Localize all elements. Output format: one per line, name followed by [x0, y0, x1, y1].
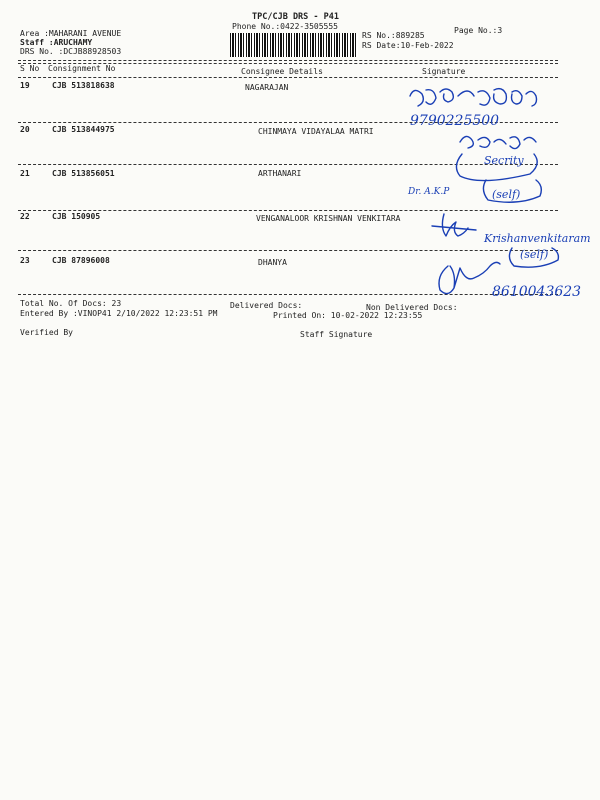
divider [18, 122, 558, 123]
row-consignment: CJB 513856051 [52, 169, 115, 178]
column-header-consignee: Consignee Details [241, 67, 323, 76]
row-consignee: CHINMAYA VIDAYALAA MATRI [258, 127, 374, 136]
row-sno: 19 [20, 81, 30, 90]
row-sno: 21 [20, 169, 30, 178]
signature-row-20 [407, 136, 541, 202]
signature-self: (self) [492, 188, 521, 201]
signature-phone: 8610043623 [492, 284, 582, 300]
signature-word: Secrity [484, 154, 524, 167]
divider [18, 250, 558, 251]
total-docs: Total No. Of Docs: 23 [20, 299, 122, 308]
signature-self: (self) [520, 248, 549, 261]
row-sno: 23 [20, 256, 30, 265]
divider [18, 294, 558, 295]
row-consignee: VENGANALOOR KRISHNAN VENKITARA [256, 214, 401, 223]
row-consignee: NAGARAJAN [245, 83, 289, 92]
area-label: Area :MAHARANI AVENUE [20, 29, 122, 38]
barcode [230, 33, 358, 57]
verified-by: Verified By [20, 328, 73, 337]
delivered-docs: Delivered Docs: [230, 301, 303, 310]
row-consignment: CJB 87896008 [52, 256, 110, 265]
rs-number: RS No.:889285 [362, 31, 425, 40]
divider [18, 210, 558, 211]
signature-row-22 [432, 214, 591, 267]
row-consignee: DHANYA [258, 258, 287, 267]
divider [18, 164, 558, 165]
printed-on: Printed On: 10-02-2022 12:23:55 [273, 311, 423, 320]
row-sno: 22 [20, 212, 30, 221]
signature-initials: Dr. A.K.P [408, 187, 450, 197]
phone-number: Phone No.:0422-3505555 [232, 22, 338, 31]
entered-by: Entered By :VINOP41 2/10/2022 12:23:51 PM [20, 309, 218, 318]
document-title: TPC/CJB DRS - P41 [252, 12, 339, 22]
row-consignment: CJB 513818638 [52, 81, 115, 90]
divider [18, 77, 558, 78]
row-sno: 20 [20, 125, 30, 134]
non-delivered-docs: Non Delivered Docs: [366, 303, 458, 312]
column-header-consignment: Consignment No [48, 64, 116, 73]
staff-signature: Staff Signature [300, 330, 373, 339]
column-header-sno: S No [20, 64, 40, 73]
staff-label: Staff :ARUCHAMY [20, 38, 93, 47]
page-number: Page No.:3 [454, 26, 503, 35]
signature-name: Krishanvenkitaram [484, 232, 591, 245]
row-consignee: ARTHANARI [258, 169, 302, 178]
column-header-signature: Signature [422, 67, 466, 76]
rs-date: RS Date:10-Feb-2022 [362, 41, 454, 50]
divider [18, 60, 558, 61]
row-consignment: CJB 513844975 [52, 125, 115, 134]
drs-number: DRS No. :DCJB88928503 [20, 47, 122, 56]
row-consignment: CJB 150905 [52, 212, 101, 221]
signature-phone: 9790225500 [410, 113, 500, 129]
